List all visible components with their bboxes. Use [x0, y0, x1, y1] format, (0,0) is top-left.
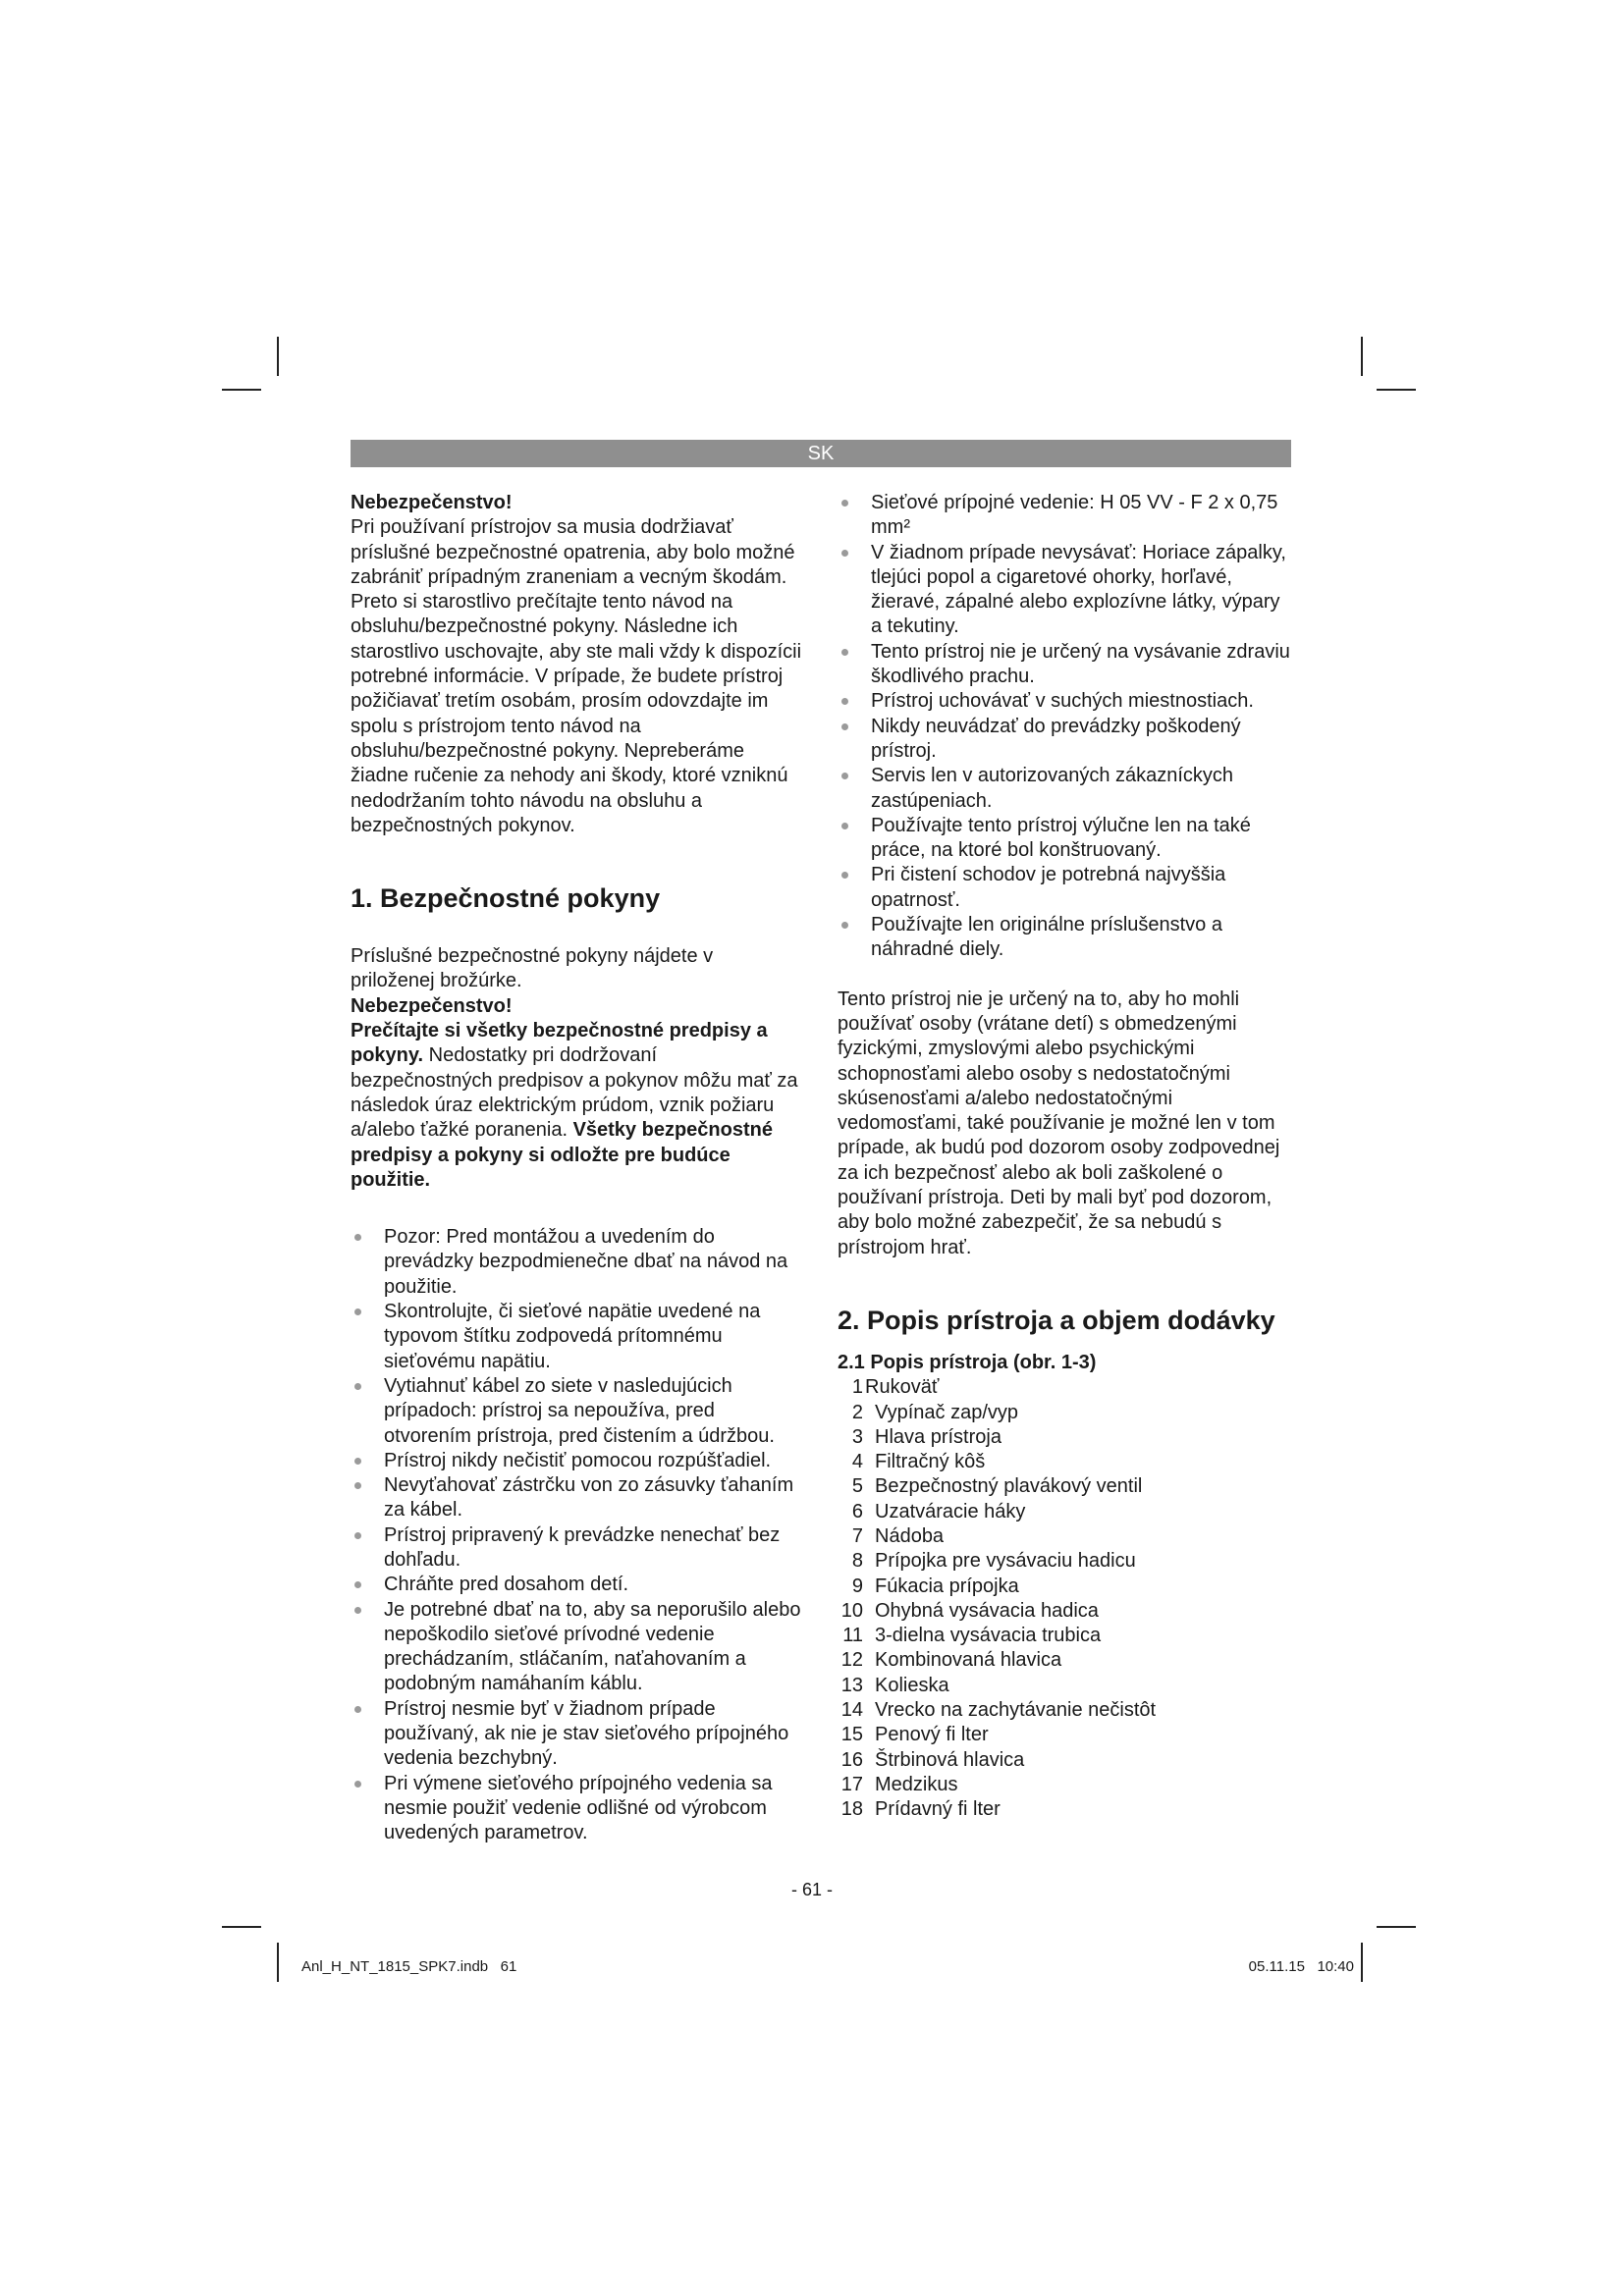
list-item: 14 Vrecko na zachytávanie nečistôt	[840, 1699, 1157, 1722]
right-column	[838, 491, 1294, 1823]
list-item: Tento prístroj nie je určený na vysávanie zdraviu škodlivého prachu.	[838, 640, 1294, 690]
list-item: 18 Prídavný fi lter	[840, 1798, 1001, 1821]
print-timestamp: 05.11.15 10:40	[1248, 1958, 1354, 1975]
list-item: Prístroj nesmie byť v žiadnom prípade používaný, ak nie je stav sieťového prípojného vedenia bezchybný.	[351, 1697, 802, 1772]
list-item: Sieťové prípojné vedenie: H 05 VV - F 2 x 0,75 mm²	[838, 491, 1294, 541]
crop-mark	[277, 1943, 279, 1982]
language-bar: SK	[351, 440, 1291, 467]
crop-mark	[277, 337, 279, 376]
list-item: 6 Uzatváracie háky	[851, 1500, 1026, 1522]
list-item: Pri čistení schodov je potrebná najvyššia opatrnosť.	[838, 863, 1294, 913]
warning-title: Nebezpečenstvo!	[351, 492, 513, 513]
list-item: 7 Nádoba	[851, 1524, 945, 1547]
crop-mark	[1361, 1943, 1363, 1982]
list-item: Pri výmene sieťového prípojného vedenia sa nesmie použiť vedenie odlišné od výrobcom uvedených parametrov.	[351, 1772, 802, 1846]
section-1-intro: Príslušné bezpečnostné pokyny nájdete v priloženej brožúrke.	[351, 945, 714, 992]
children-paragraph: Tento prístroj nie je určený na to, aby ho mohli používať osoby (vrátane detí) s obmedzenými fyzickými, zmyslovými alebo psychickými schopnosťami alebo osoby s nedostatočnými skúsenosťami a/alebo nedostatočnými vedomosťami, také používanie je možné len v tom prípade, ak budú pod dozorom osoby zodpovednej za ich bezpečnosť alebo ak boli zaškolené o používaní prístroja. Deti by mali byť pod dozorom, aby bolo možné zabezpečiť, že sa nebudú s prístrojom hrať.	[838, 988, 1280, 1258]
section-1-warning: Nebezpečenstvo!	[351, 994, 513, 1017]
list-item: 17 Medzikus	[840, 1773, 958, 1795]
crop-mark	[222, 389, 261, 391]
list-item: 5 Bezpečnostný plavákový ventil	[851, 1475, 1143, 1498]
left-column	[351, 491, 802, 1846]
list-item: 11 3-dielna vysávacia trubica	[842, 1625, 1102, 1647]
list-item: Prístroj nikdy nečistiť pomocou rozpúšťadiel.	[351, 1449, 802, 1473]
list-item: Používajte tento prístroj výlučne len na také práce, na ktoré bol konštruovaný.	[838, 814, 1294, 864]
crop-mark	[1377, 389, 1416, 391]
list-item: Nikdy neuvádzať do prevádzky poškodený prístroj.	[838, 715, 1294, 765]
crop-mark	[1361, 337, 1363, 376]
list-item: 4 Filtračný kôš	[851, 1451, 986, 1473]
list-item: 3 Hlava prístroja	[851, 1425, 1001, 1448]
safety-list	[351, 1225, 802, 1845]
read-all-bold: Prečítajte si všetky bezpečnostné predpisy a pokyny.	[351, 1020, 768, 1067]
list-item: Prístroj pripravený k prevádzke nenechať bez dohľadu.	[351, 1523, 802, 1574]
list-item: 16 Štrbinová hlavica	[840, 1748, 1025, 1771]
list-item: Skontrolujte, či sieťové napätie uvedené na typovom štítku zodpovedá prítomnému sieťovému napätiu.	[351, 1300, 802, 1374]
list-item: Je potrebné dbať na to, aby sa neporušilo alebo nepoškodilo sieťové prívodné vedenie prechádzaním, stláčaním, naťahovaním a podobným namáhaním káblu.	[351, 1598, 802, 1697]
list-item: 12 Kombinovaná hlavica	[840, 1649, 1062, 1672]
list-item: Nevyťahovať zástrčku von zo zásuvky ťahaním za kábel.	[351, 1473, 802, 1523]
list-item: Vytiahnuť kábel zo siete v nasledujúcich prípadoch: prístroj sa nepoužíva, pred otvorením prístroja, pred čistením a údržbou.	[351, 1374, 802, 1449]
list-item: 10 Ohybná vysávacia hadica	[840, 1599, 1099, 1622]
list-item: Používajte len originálne príslušenstvo a náhradné diely.	[838, 913, 1294, 963]
section-2-title: 2. Popis prístroja a objem dodávky	[838, 1305, 1275, 1335]
list-item: 2 Vypínač zap/vyp	[851, 1401, 1019, 1423]
list-item: 9 Fúkacia prípojka	[851, 1575, 1019, 1597]
crop-mark	[222, 1926, 261, 1928]
list-item: Servis len v autorizovaných zákazníckych zastúpeniach.	[838, 764, 1294, 814]
list-item: 13 Kolieska	[840, 1674, 949, 1696]
section-2-1-title: 2.1 Popis prístroja (obr. 1-3)	[838, 1351, 1097, 1373]
list-item: V žiadnom prípade nevysávať: Horiace zápalky, tlejúci popol a cigaretové ohorky, horľavé, žieravé, zápalné alebo explozívne látky, výpary a tekutiny.	[838, 541, 1294, 640]
list-item: 1 Rukoväť	[851, 1376, 940, 1399]
safety-list-continued	[838, 491, 1294, 963]
page-number: - 61 -	[790, 1880, 833, 1899]
list-item: 15 Penový fi lter	[840, 1724, 989, 1746]
warning-text: Pri používaní prístrojov sa musia dodržiavať príslušné bezpečnostné opatrenia, aby bolo možné zabrániť prípadným zraneniam a vecným škodám. Preto si starostlivo prečítajte tento návod na obsluhu/bezpečnostné pokyny. Následne ich starostlivo uschovajte, aby ste mali vždy k dispozícii potrebné informácie. V prípade, že budete prístroj požičiavať tretím osobám, prosím odovzdajte im spolu s prístrojom tento návod na obsluhu/bezpečnostné pokyny. Nepreberáme žiadne ručenie za nehody ani škody, ktoré vzniknú nedodržaním tohto návodu na obsluhu a bezpečnostných pokynov.	[351, 516, 802, 836]
list-item: 8 Prípojka pre vysávaciu hadicu	[851, 1550, 1136, 1573]
list-item: Chráňte pred dosahom detí.	[351, 1573, 802, 1597]
keep-bold: Všetky bezpečnostné predpisy a pokyny si odložte pre budúce použitie.	[351, 1119, 773, 1191]
parts-list	[838, 1375, 1294, 1822]
list-item: Prístroj uchovávať v suchých miestnostiach.	[838, 689, 1294, 714]
read-all-paragraph	[351, 1019, 802, 1193]
file-name: Anl_H_NT_1815_SPK7.indb 61	[301, 1958, 517, 1975]
crop-mark	[1377, 1926, 1416, 1928]
section-1-title: 1. Bezpečnostné pokyny	[351, 883, 661, 914]
read-all-text: Nedostatky pri dodržovaní bezpečnostných predpisov a pokynov môžu mať za následok úraz elektrickým prúdom, vznik požiaru a/alebo ťažké poranenia.	[351, 1044, 798, 1142]
list-item: Pozor: Pred montážou a uvedením do prevádzky bezpodmienečne dbať na návod na použitie.	[351, 1225, 802, 1300]
